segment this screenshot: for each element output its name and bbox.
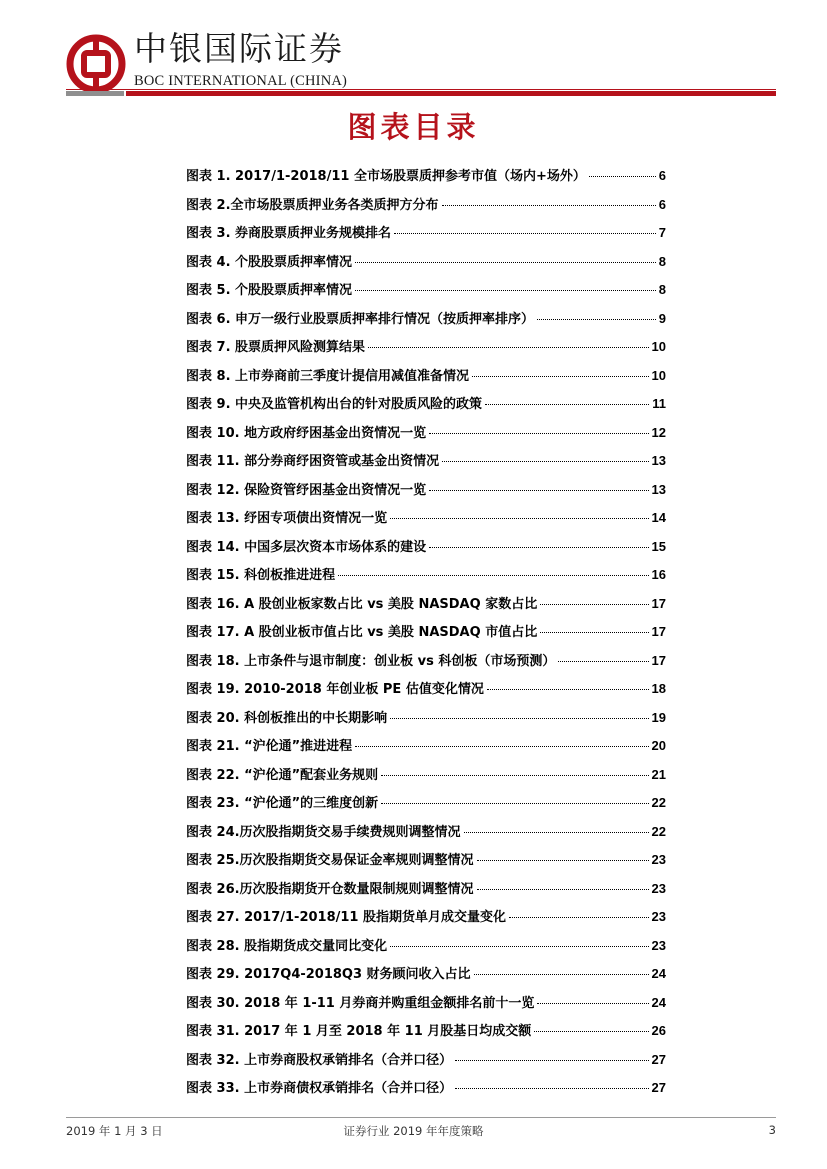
toc-entry-page: 26 (651, 1023, 666, 1038)
toc-dot-leader (477, 889, 649, 890)
toc-entry-page: 12 (651, 424, 666, 440)
toc-entry-label: 图表 28. 股指期货成交量同比变化 (186, 938, 388, 954)
toc-entry[interactable] (186, 822, 666, 851)
toc-entry-label: 图表 21. “沪伦通”推进进程 (186, 739, 353, 754)
toc-entry-page: 27 (651, 1051, 666, 1067)
toc-entry-page: 23 (651, 880, 666, 896)
toc-entry-label: 图表 23. “沪伦通”的三维度创新 (186, 796, 379, 811)
toc-entry-page: 8 (658, 282, 666, 297)
toc-dot-leader (381, 803, 648, 804)
toc-entry-page: 15 (651, 538, 666, 554)
toc-entry-label: 图表 33. 上市券商债权承销排名（合并口径） (186, 1081, 453, 1096)
toc-entry-page: 24 (651, 994, 666, 1010)
table-of-figures (186, 166, 666, 1107)
toc-entry[interactable] (186, 565, 666, 594)
toc-entry-label: 图表 7. 股票质押风险测算结果 (186, 340, 366, 355)
toc-entry-page: 7 (658, 225, 666, 240)
toc-entry[interactable] (186, 993, 666, 1022)
toc-entry[interactable] (186, 907, 666, 936)
toc-entry[interactable] (186, 423, 666, 452)
toc-entry-label: 图表 29. 2017Q4-2018Q3 财务顾问收入占比 (186, 967, 471, 982)
toc-entry[interactable] (186, 537, 666, 566)
toc-entry-label: 图表 30. 2018 年 1-11 月券商并购重组金额排名前十一览 (186, 995, 535, 1011)
toc-entry-label: 图表 22. “沪伦通”配套业务规则 (186, 767, 379, 783)
toc-dot-leader (394, 233, 656, 234)
toc-entry[interactable] (186, 936, 666, 965)
brand-name-en: BOC INTERNATIONAL (CHINA) (134, 73, 348, 89)
toc-entry-label: 图表 8. 上市券商前三季度计提信用减值准备情况 (186, 368, 470, 384)
toc-entry-label: 图表 15. 科创板推进进程 (186, 568, 336, 583)
toc-entry-label: 图表 11. 部分券商纾困资管或基金出资情况 (186, 454, 440, 469)
toc-entry-label: 图表 26.历次股指期货开仓数量限制规则调整情况 (186, 881, 474, 897)
toc-entry[interactable] (186, 765, 666, 794)
toc-entry[interactable] (186, 736, 666, 765)
toc-entry-page: 23 (651, 937, 666, 953)
footer-rule (66, 1117, 776, 1118)
footer-report-title: 证券行业 2019 年年度策略 (343, 1124, 484, 1138)
toc-entry-page: 10 (651, 367, 666, 383)
toc-entry-label: 图表 17. A 股创业板市值占比 vs 美股 NASDAQ 市值占比 (186, 625, 538, 640)
toc-entry[interactable] (186, 508, 666, 537)
toc-entry-label: 图表 20. 科创板推出的中长期影响 (186, 710, 388, 726)
toc-entry[interactable] (186, 280, 666, 309)
toc-entry-page: 8 (658, 253, 666, 269)
toc-entry-label: 图表 6. 申万一级行业股票质押率排行情况（按质押率排序） (186, 311, 535, 327)
toc-entry-page: 20 (651, 738, 666, 753)
footer-date: 2019 年 1 月 3 日 (66, 1124, 163, 1138)
toc-entry-page: 17 (651, 595, 666, 611)
toc-entry-label: 图表 1. 2017/1-2018/11 全市场股票质押参考市值（场内+场外） (186, 169, 586, 184)
toc-dot-leader (368, 347, 648, 348)
toc-entry-page: 19 (651, 709, 666, 725)
toc-entry[interactable] (186, 366, 666, 395)
toc-entry-label: 图表 9. 中央及监管机构出台的针对股质风险的政策 (186, 397, 483, 412)
toc-dot-leader (338, 575, 648, 576)
toc-entry-page: 10 (651, 339, 666, 354)
toc-entry-label: 图表 27. 2017/1-2018/11 股指期货单月成交量变化 (186, 910, 506, 925)
toc-entry-page: 22 (651, 795, 666, 810)
toc-entry-label: 图表 4. 个股股票质押率情况 (186, 254, 353, 270)
toc-entry[interactable] (186, 451, 666, 480)
boc-logo-icon (66, 34, 126, 94)
brand-name-cn: 中银国际证券 (134, 29, 344, 68)
toc-dot-leader (485, 404, 649, 405)
toc-dot-leader (355, 290, 656, 291)
toc-entry-page: 14 (651, 510, 666, 525)
toc-entry-page: 16 (651, 567, 666, 582)
toc-dot-leader (455, 1060, 648, 1061)
toc-entry-page: 23 (651, 852, 666, 867)
toc-entry-page: 11 (652, 396, 666, 411)
toc-dot-leader (464, 832, 649, 833)
toc-dot-leader (509, 917, 649, 918)
toc-entry[interactable] (186, 793, 666, 822)
toc-entry[interactable] (186, 1021, 666, 1050)
toc-entry-label: 图表 24.历次股指期货交易手续费规则调整情况 (186, 824, 461, 840)
toc-dot-leader (537, 1003, 648, 1004)
toc-entry[interactable] (186, 879, 666, 908)
toc-dot-leader (472, 376, 648, 377)
toc-dot-leader (390, 946, 648, 947)
toc-dot-leader (355, 262, 656, 263)
toc-entry-label: 图表 19. 2010-2018 年创业板 PE 估值变化情况 (186, 682, 484, 697)
toc-entry[interactable] (186, 337, 666, 366)
toc-entry-label: 图表 32. 上市券商股权承销排名（合并口径） (186, 1052, 453, 1068)
toc-entry[interactable] (186, 1050, 666, 1079)
toc-entry-page: 23 (651, 909, 666, 924)
toc-entry-page: 17 (651, 652, 666, 668)
toc-dot-leader (477, 860, 649, 861)
toc-entry-label: 图表 18. 上市条件与退市制度：创业板 vs 科创板（市场预测） (186, 653, 556, 669)
toc-entry-label: 图表 13. 纾困专项债出资情况一览 (186, 511, 388, 526)
toc-entry-label: 图表 14. 中国多层次资本市场体系的建设 (186, 539, 427, 555)
toc-entry-page: 21 (651, 766, 666, 782)
toc-entry-label: 图表 16. A 股创业板家数占比 vs 美股 NASDAQ 家数占比 (186, 596, 538, 612)
toc-entry[interactable] (186, 708, 666, 737)
toc-dot-leader (540, 604, 648, 605)
toc-entry[interactable] (186, 1078, 666, 1107)
toc-dot-leader (558, 661, 648, 662)
toc-entry-page: 27 (651, 1080, 666, 1095)
toc-entry-page: 13 (651, 481, 666, 497)
toc-dot-leader (429, 490, 648, 491)
toc-entry-label: 图表 10. 地方政府纾困基金出资情况一览 (186, 425, 427, 441)
toc-entry-label: 图表 25.历次股指期货交易保证金率规则调整情况 (186, 853, 474, 868)
toc-dot-leader (534, 1031, 648, 1032)
toc-entry[interactable] (186, 964, 666, 993)
header-rule-accent (66, 91, 124, 96)
toc-entry-page: 9 (658, 310, 666, 326)
toc-dot-leader (390, 518, 648, 519)
toc-entry[interactable] (186, 394, 666, 423)
toc-entry[interactable] (186, 195, 666, 224)
toc-entry-page: 22 (651, 823, 666, 839)
toc-entry-page: 24 (651, 966, 666, 981)
toc-dot-leader (429, 433, 648, 434)
toc-dot-leader (442, 461, 648, 462)
toc-dot-leader (442, 205, 656, 206)
toc-entry-page: 18 (651, 681, 666, 696)
toc-entry[interactable] (186, 622, 666, 651)
toc-entry[interactable] (186, 309, 666, 338)
toc-entry[interactable] (186, 166, 666, 195)
toc-entry-page: 6 (658, 168, 666, 183)
toc-entry-label: 图表 31. 2017 年 1 月至 2018 年 11 月股基日均成交额 (186, 1024, 532, 1039)
toc-title: 图表目录 (347, 110, 480, 144)
toc-entry-label: 图表 3. 券商股票质押业务规模排名 (186, 226, 392, 241)
toc-dot-leader (474, 974, 649, 975)
toc-entry-label: 图表 2.全市场股票质押业务各类质押方分布 (186, 197, 439, 213)
toc-entry[interactable] (186, 594, 666, 623)
toc-entry-page: 17 (651, 624, 666, 639)
footer-page-number: 3 (768, 1123, 776, 1137)
toc-entry[interactable] (186, 850, 666, 879)
toc-dot-leader (540, 632, 648, 633)
toc-dot-leader (381, 775, 648, 776)
toc-dot-leader (429, 547, 648, 548)
toc-entry[interactable] (186, 252, 666, 281)
toc-entry-page: 13 (651, 453, 666, 468)
header-rule-bar (126, 91, 776, 96)
toc-dot-leader (390, 718, 648, 719)
toc-dot-leader (537, 319, 656, 320)
toc-entry-page: 6 (658, 196, 666, 212)
toc-entry[interactable] (186, 651, 666, 680)
toc-entry[interactable] (186, 679, 666, 708)
toc-dot-leader (455, 1088, 648, 1089)
toc-dot-leader (487, 689, 649, 690)
toc-entry[interactable] (186, 480, 666, 509)
toc-entry-label: 图表 5. 个股股票质押率情况 (186, 283, 353, 298)
toc-entry[interactable] (186, 223, 666, 252)
header-rule (66, 89, 776, 90)
toc-dot-leader (589, 176, 656, 177)
toc-entry-label: 图表 12. 保险资管纾困基金出资情况一览 (186, 482, 427, 498)
toc-dot-leader (355, 746, 648, 747)
